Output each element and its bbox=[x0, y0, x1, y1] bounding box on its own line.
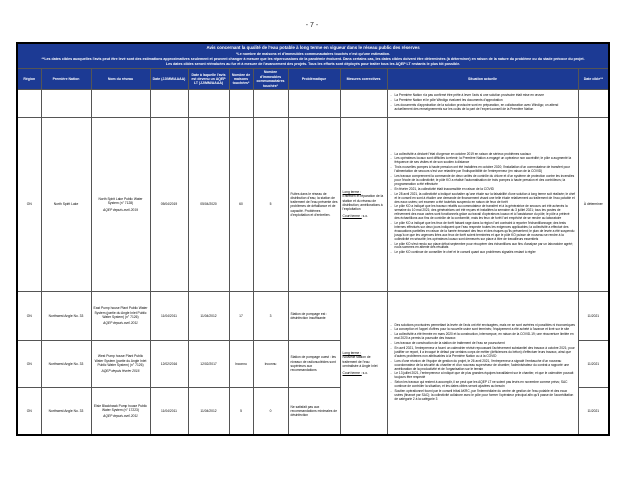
cell-measures bbox=[340, 117, 387, 291]
cell-status bbox=[387, 117, 578, 291]
cell-date: 12/02/2016 bbox=[150, 340, 188, 387]
cell-buildings-empty bbox=[253, 89, 288, 117]
network-note: AQEP depuis avril 2011 bbox=[103, 321, 138, 326]
table-row-carryover bbox=[17, 89, 609, 117]
cell-first-nation: Northwest Angle No. 33 bbox=[41, 340, 91, 387]
measures-short-text: s.o. bbox=[362, 371, 368, 376]
status-bullet: - Les documents d'approbation de la solution provisoire sont en préparation, en collaboration avec Windigo; on attend actuellement des renseignements sur les coûts de la part de l'expert-conseil de la Première Nation bbox=[390, 104, 576, 112]
cell-region: ON bbox=[17, 387, 41, 435]
status-bullet: - La Première Nation et le pôle Windigo évaluent les documents d'approbation bbox=[390, 99, 576, 103]
status-bullet: - Selon les travaux qui restent à accomplir, il se peut que les AQEP LT ne soient pas levés en novembre comme prévu; SAC continue de contrôler la situation, et les dates cibles seront ajustées au besoin bbox=[390, 381, 576, 389]
cell-date: 05/04/2019 bbox=[150, 117, 188, 291]
cell-target-date: 11/2021 bbox=[578, 387, 609, 435]
cell-date-lt: 11/04/2012 bbox=[188, 387, 229, 435]
banner-row bbox=[17, 43, 609, 69]
network-name: Elsie Blackhawk Pump house Public Water System (n° 17223) bbox=[93, 403, 148, 413]
cell-houses-empty bbox=[229, 89, 253, 117]
measures-long-label: Long terme : bbox=[342, 190, 362, 195]
page-number: - 7 - bbox=[305, 22, 319, 29]
status-bullet: - La Première Nation n'a pas confirmé être prête à lever l'avis si une solution provisoire était mise en œuvre bbox=[390, 94, 576, 98]
cell-date-lt: 12/02/2017 bbox=[188, 340, 229, 387]
cell-region: ON bbox=[17, 291, 41, 340]
header-region: Région bbox=[17, 69, 41, 90]
status-bullet: - Des solutions provisoires permettant la levée de l'avis ont été envisagées, mais ne se sont avérées ni possibles ni économiques bbox=[390, 324, 576, 328]
header-first-nation: Première Nation bbox=[41, 69, 91, 90]
cell-buildings: 3 bbox=[253, 291, 288, 340]
status-bullet: - Le 13 juillet 2021, l'entrepreneur a indiqué que de plus grandes équipes travaillaient sur le chantier, et que le calendrier pouvait toujours être respecté bbox=[390, 372, 576, 380]
measures-short-label: Court terme : bbox=[342, 371, 362, 376]
cell-date: 11/04/2011 bbox=[150, 387, 188, 435]
table-row-nwa-east bbox=[17, 291, 609, 340]
status-bullet: - Les travaux de construction de la station de traitement de l'eau se poursuivent bbox=[390, 342, 576, 346]
status-bullet: - La collectivité a été fermée en mars 2020 et la construction, interrompue, en raison de la COVID-19; une réouverture limitée en mai 2020 a permis la poursuite des travaux bbox=[390, 333, 576, 341]
banner-title: Avis concernant la qualité de l'eau potable à long terme en vigueur dans le réseau public des réserves bbox=[206, 45, 420, 50]
status-bullet: - En février 2021, la collectivité était inaccessible en raison de la COVID bbox=[390, 188, 576, 192]
cell-network-name bbox=[91, 387, 150, 435]
cell-region-empty bbox=[17, 89, 41, 117]
cell-region: ON bbox=[17, 117, 41, 291]
header-measures: Mesures correctives bbox=[340, 69, 387, 90]
measures-short-label: Court terme : bbox=[342, 214, 362, 219]
banner-note-reassessment: Les dates cibles seront réévaluées au fur et à mesure de l'avancement des projets. Tous les efforts sont déployés pour traiter tous les AQEP LT restants le plus tôt possible. bbox=[165, 62, 461, 67]
status-bullet: - Le pôle KO a indiqué que les travaux relatifs au commutateur de transfert et à la génératrice de secours ont été achevés la semaine du 10 mai 2021; des génératrices ont été reçues et installées la semaine du 3 juillet 2021; tous les postes de relèvement des eaux usées sont fonctionnels grâce au travail d'opérateurs locaux et à l'assistance du pôle; le pôle a prélevé des échantillons aux fins de contrôle de la conformité, mais les feux de forêt l'ont empêché de se rendre au laboratoire bbox=[390, 205, 576, 221]
cell-target-date: 11/2021 bbox=[578, 291, 609, 340]
cell-network-empty bbox=[91, 89, 150, 117]
cell-date-lt: 05/04/2020 bbox=[188, 117, 229, 291]
cell-first-nation: Northwest Angle No. 33 bbox=[41, 291, 91, 340]
advisories-table bbox=[16, 42, 610, 436]
header-network-name: Nom du réseau bbox=[91, 69, 150, 90]
network-name: North Spirit Lake Public Water System (n° 7128) bbox=[98, 197, 143, 206]
header-date: Date (JJ/MM/AAAA) bbox=[150, 69, 188, 90]
header-houses: Nombre de maisons touchées* bbox=[229, 69, 253, 90]
cell-buildings: Inconnu bbox=[253, 340, 288, 387]
cell-network-name bbox=[91, 291, 150, 340]
cell-date-empty bbox=[150, 89, 188, 117]
network-note: AQEP depuis avril 2019 bbox=[103, 207, 138, 212]
banner-note-target-dates: **Les dates cibles auxquelles l'avis peut être levé sont des estimations approximatives seulement et peuvent changer à mesure que les répercussions de la pandémie évoluent. Dans certains cas, les dates cibles doivent être déterminées (à déterminer) en raison de la nature du problème ou du stade précoce du projet. bbox=[41, 57, 585, 61]
column-header-row bbox=[17, 69, 609, 90]
cell-network-name bbox=[91, 117, 150, 291]
measures-long-text: Entretien et réparation de la station et du réseau de distribution; améliorations à l'exploitation bbox=[342, 194, 384, 212]
cell-status-shared bbox=[387, 291, 578, 435]
cell-buildings: 0 bbox=[253, 387, 288, 435]
cell-region: ON bbox=[17, 340, 41, 387]
status-bullet: - Le pôle KO s'est rendu sur place début septembre pour récupérer des échantillons aux fins d'analyse par un laboratoire agréé; nous sommes en attente des résultats bbox=[390, 243, 576, 251]
cell-target-empty bbox=[578, 89, 609, 117]
status-bullet: - Lors d'une réunion de l'équipe de gestion du projet, le 26 avril 2021, l'entrepreneur a signalé l'embauche d'un nouveau coordonnateur de la sécurité du chantier et d'un nouveau superviseur de chantier; l'administrateur du contrat a rapporté une amélioration de la productivité et de l'organisation sur le terrain bbox=[390, 360, 576, 372]
status-bullet: - La collectivité a déclaré l'état d'urgence en octobre 2019 en raison de sérieux problèmes sociaux bbox=[390, 153, 576, 157]
cell-first-nation: North Spirit Lake bbox=[41, 117, 91, 291]
status-bullet: - Soutien opérationnel fourni par le conseil tribal AKRC, par l'intermédiaire du centre de gestion de l'eau potable et des eaux usées (financé par SAC); la collectivité collabore avec le pôle pour former l'opérateur principal afin qu'il passe de l'accréditation de catégorie 2 à la catégorie 3 bbox=[390, 390, 576, 402]
header-status: Situation actuelle bbox=[387, 69, 578, 90]
status-bullet: - Les travaux comprennent la commande de deux unités de contrôle du chlore et d'un système de protection contre les incendies pour l'école de la collectivité; le pôle KO a réalisé l'automatisation de trois pompes à haute pression et des contrôleurs; la programmation a été effectuée bbox=[390, 175, 576, 187]
status-bullet: - Le 28 avril 2021, la collectivité a indiqué souhaiter qu'une étude sur la faisabilité d'une solution à long terme soit réalisée; le chef et le conseil en sont à étudier une demande de financement visant une telle étude relativement au traitement de l'eau potable et des eaux usées; cet examen a été toutefois suspendu en raison de feux de forêt bbox=[390, 193, 576, 205]
cell-houses: 17 bbox=[229, 291, 253, 340]
cell-date: 11/04/2011 bbox=[150, 291, 188, 340]
cell-issue: Ne satisfait pas aux recommandations minimales de désinfection bbox=[288, 387, 340, 435]
header-target-date: Date cible** bbox=[578, 69, 609, 90]
cell-date-lt: 11/04/2012 bbox=[188, 291, 229, 340]
network-name: West Pump house Plant Public Water System (partie du Angle Inlet Public Water System) (n° 7126) bbox=[94, 354, 147, 367]
status-bullet: - Le pôle KO a indiqué que les feux de forêt faisant rage dans la région l'ont contraint à reporter l'échantillonnage; des tests internes effectués sur deux jours indiquent que l'eau respecte toutes les exigences applicables; la collectivité a effectué des évacuations partielles en raison de la fumée émanant des feux et des risques qu'ils présentent; le plan de levée a été suspendu jusqu'à ce que les urgences liées aux feux de forêt soient terminées et que le pôle KO puisse de nouveau se rendre à la collectivité en sécurité; les opérateurs locaux sont demeurés sur place à titre de travailleurs essentiels bbox=[390, 222, 576, 242]
measures-short-text: s.o. bbox=[362, 214, 368, 219]
cell-date-lt-empty bbox=[188, 89, 229, 117]
cell-target-date: 11/2021 bbox=[578, 340, 609, 387]
cell-issue: Station de pompage ouest : les niveaux de radionucléides sont supérieurs aux recommandations bbox=[288, 340, 340, 387]
network-name: East Pump house Plant Public Water System (partie du Angle Inlet Public Water System) (n° 7126) bbox=[93, 306, 148, 319]
cell-issue: Fuites dans le réseau de distribution d'eau; la station de traitement de l'eau présente des problèmes de défaillance et de capacité. Problèmes d'exploitation et d'entretien. bbox=[288, 117, 340, 291]
status-bullet: - La conception et l'appel d'offres pour la nouvelle usine sont terminés; l'équipement a été acheté à l'avance et livré sur le site bbox=[390, 328, 576, 332]
measures-long-label: Long terme : bbox=[342, 350, 362, 355]
status-bullet: - Trois nouvelles pompes à haute pression ont été installées en octobre 2020; l'installation d'un commutateur de transfert pour l'alimentation de secours s'est vue retardée par l'indisponibilité de l'entrepreneur (en raison de la COVID) bbox=[390, 166, 576, 174]
status-bullet: - Le pôle KO continue de conseiller le chef et le conseil quant aux problèmes signalés restant à régler bbox=[390, 251, 576, 255]
network-note: AQEP depuis février 2016 bbox=[101, 369, 140, 374]
cell-measures-shared bbox=[340, 291, 387, 435]
network-note: AQEP depuis avril 2011 bbox=[103, 414, 138, 419]
header-issue: Problématique bbox=[288, 69, 340, 90]
cell-target-date: À déterminer bbox=[578, 117, 609, 291]
header-date-lt: Date à laquelle l'avis est devenu un AQEP LT (JJ/MM/AAAA) bbox=[188, 69, 229, 90]
header-buildings: Nombre d'immeubles communautaires touchés* bbox=[253, 69, 288, 90]
cell-houses: Inconnu bbox=[229, 340, 253, 387]
status-bullet: - Les opérateurs locaux sont difficiles à retenir; la Première Nation a engagé un opérateur non accrédité; le pôle a augmenté la fréquence de ses visites et de son soutien à distance bbox=[390, 157, 576, 165]
banner-note-estimation: *Le nombre de maisons et d'immeubles communautaires touchés n'est qu'une estimation. bbox=[236, 51, 391, 56]
table-row-north-spirit-lake bbox=[17, 117, 609, 291]
cell-status-carryover bbox=[387, 89, 578, 117]
cell-nation-empty bbox=[41, 89, 91, 117]
table-banner bbox=[17, 43, 609, 69]
cell-measures-empty bbox=[340, 89, 387, 117]
cell-houses: 60 bbox=[229, 117, 253, 291]
cell-issue-empty bbox=[288, 89, 340, 117]
status-bullet: - En avril 2021, l'entrepreneur a fourni un calendrier révisé repoussant l'achèvement substantiel des travaux à octobre 2021; pour justifier ce report, il a invoqué le défaut par certains corps de métier (déficiences du béton) d'effectuer leurs travaux, ainsi que d'autres problèmes non attribuables à la Première Nation ou à la COVID bbox=[390, 347, 576, 359]
measures-long-text: Nouvelle station de traitement de l'eau centralisée à Angle Inlet bbox=[342, 355, 378, 368]
cell-houses: 5 bbox=[229, 387, 253, 435]
cell-issue: Station de pompage est : désinfection insuffisante bbox=[288, 291, 340, 340]
cell-network-name bbox=[91, 340, 150, 387]
cell-buildings: 5 bbox=[253, 117, 288, 291]
cell-first-nation: Northwest Angle No. 33 bbox=[41, 387, 91, 435]
